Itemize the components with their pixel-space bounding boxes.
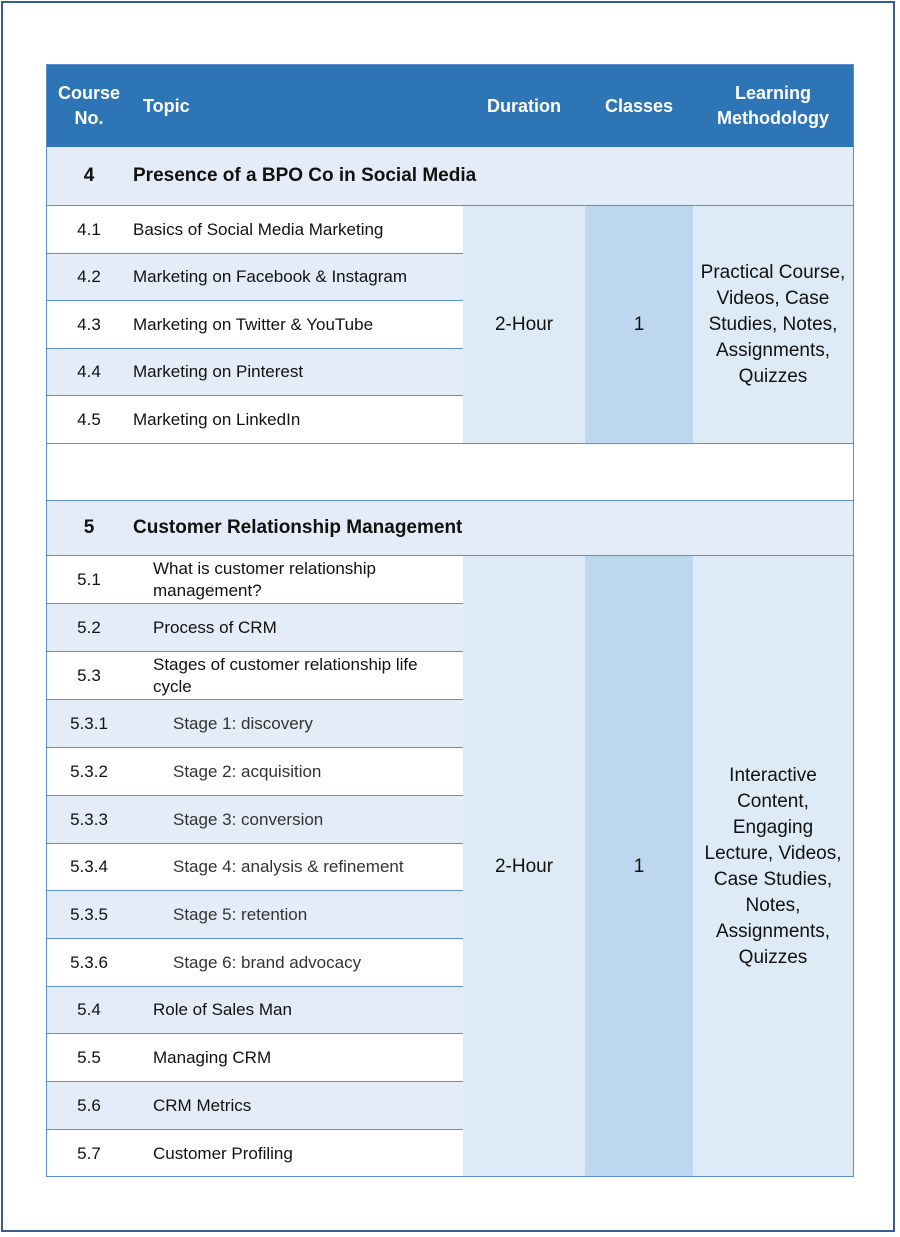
course-number: 5.7 bbox=[77, 1143, 101, 1163]
course-number: 5.3.3 bbox=[70, 809, 108, 829]
course-topic: Stages of customer relationship life cycle bbox=[153, 654, 418, 696]
course-number: 4.4 bbox=[77, 362, 101, 381]
course-table bbox=[46, 64, 854, 1177]
section-number: 5 bbox=[83, 517, 95, 538]
course-topic: Stage 1: discovery bbox=[173, 713, 313, 733]
course-number: 5.6 bbox=[77, 1095, 101, 1115]
methodology-cell: Interactive Content, Engaging Lecture, Videos, Case Studies, Notes, Assignments, Quizzes bbox=[693, 556, 853, 1177]
course-topic: Stage 4: analysis & refinement bbox=[173, 857, 404, 876]
header-topic: Topic bbox=[143, 95, 190, 116]
course-number: 5.3.6 bbox=[70, 952, 108, 972]
course-number: 5.3.1 bbox=[70, 713, 108, 733]
course-number: 4.2 bbox=[77, 267, 101, 286]
table-row bbox=[47, 844, 463, 891]
course-number: 4.3 bbox=[77, 314, 101, 334]
table-row bbox=[47, 1130, 463, 1177]
table-row bbox=[47, 556, 463, 604]
duration-cell: 2-Hour bbox=[463, 206, 585, 444]
course-topic: Role of Sales Man bbox=[153, 1000, 292, 1019]
course-number: 5.3.2 bbox=[70, 761, 108, 781]
table-row bbox=[47, 987, 463, 1034]
course-number: 5.2 bbox=[77, 617, 101, 637]
classes-cell: 1 bbox=[585, 556, 693, 1177]
table-row bbox=[47, 301, 463, 349]
table-row bbox=[47, 700, 463, 748]
course-number: 5.3.4 bbox=[70, 857, 108, 876]
course-topic: Stage 2: acquisition bbox=[173, 761, 322, 781]
table-row bbox=[47, 396, 463, 444]
course-topic: Marketing on Facebook & Instagram bbox=[133, 267, 408, 286]
course-number: 5.3 bbox=[77, 665, 101, 685]
course-topic: Marketing on LinkedIn bbox=[133, 409, 301, 429]
course-topic: Stage 5: retention bbox=[173, 904, 308, 924]
table-row bbox=[47, 939, 463, 987]
table-row bbox=[47, 652, 463, 700]
header-course-no: Course No. bbox=[57, 83, 120, 128]
course-topic: Marketing on Twitter & YouTube bbox=[133, 314, 374, 334]
table-row bbox=[47, 891, 463, 939]
course-topic: Stage 3: conversion bbox=[173, 809, 324, 829]
table-row bbox=[47, 206, 463, 254]
course-topic: Process of CRM bbox=[153, 617, 277, 637]
course-topic: Basics of Social Media Marketing bbox=[133, 219, 384, 239]
course-topic: CRM Metrics bbox=[153, 1095, 252, 1115]
header-methodology: Learning Methodology bbox=[717, 83, 829, 128]
course-topic: Stage 6: brand advocacy bbox=[173, 952, 362, 972]
methodology-cell: Practical Course, Videos, Case Studies, Notes, Assignments, Quizzes bbox=[693, 206, 853, 444]
section-row bbox=[47, 147, 853, 206]
section-number: 4 bbox=[83, 165, 95, 186]
spacer-row bbox=[47, 444, 853, 501]
section-title: Presence of a BPO Co in Social Media bbox=[133, 165, 477, 186]
course-topic: Customer Profiling bbox=[153, 1143, 293, 1163]
course-number: 5.1 bbox=[77, 569, 101, 589]
table-row bbox=[47, 604, 463, 652]
table-header bbox=[47, 65, 853, 149]
course-number: 5.5 bbox=[77, 1047, 101, 1067]
table-row bbox=[47, 748, 463, 796]
table-row bbox=[47, 349, 463, 396]
table-row bbox=[47, 254, 463, 301]
section-title: Customer Relationship Management bbox=[133, 517, 463, 538]
table-row bbox=[47, 796, 463, 844]
header-classes: Classes bbox=[604, 95, 674, 116]
section-row bbox=[47, 501, 853, 556]
course-number: 5.4 bbox=[77, 1000, 101, 1019]
classes-cell: 1 bbox=[585, 206, 693, 444]
course-topic: What is customer relationship management? bbox=[153, 558, 376, 600]
table-row bbox=[47, 1082, 463, 1130]
course-topic: Marketing on Pinterest bbox=[133, 362, 304, 381]
table-row bbox=[47, 1034, 463, 1082]
header-duration: Duration bbox=[487, 95, 561, 116]
course-topic: Managing CRM bbox=[153, 1047, 272, 1067]
course-number: 4.5 bbox=[77, 409, 101, 429]
duration-cell: 2-Hour bbox=[463, 556, 585, 1177]
course-number: 4.1 bbox=[77, 219, 101, 239]
course-number: 5.3.5 bbox=[70, 904, 108, 924]
